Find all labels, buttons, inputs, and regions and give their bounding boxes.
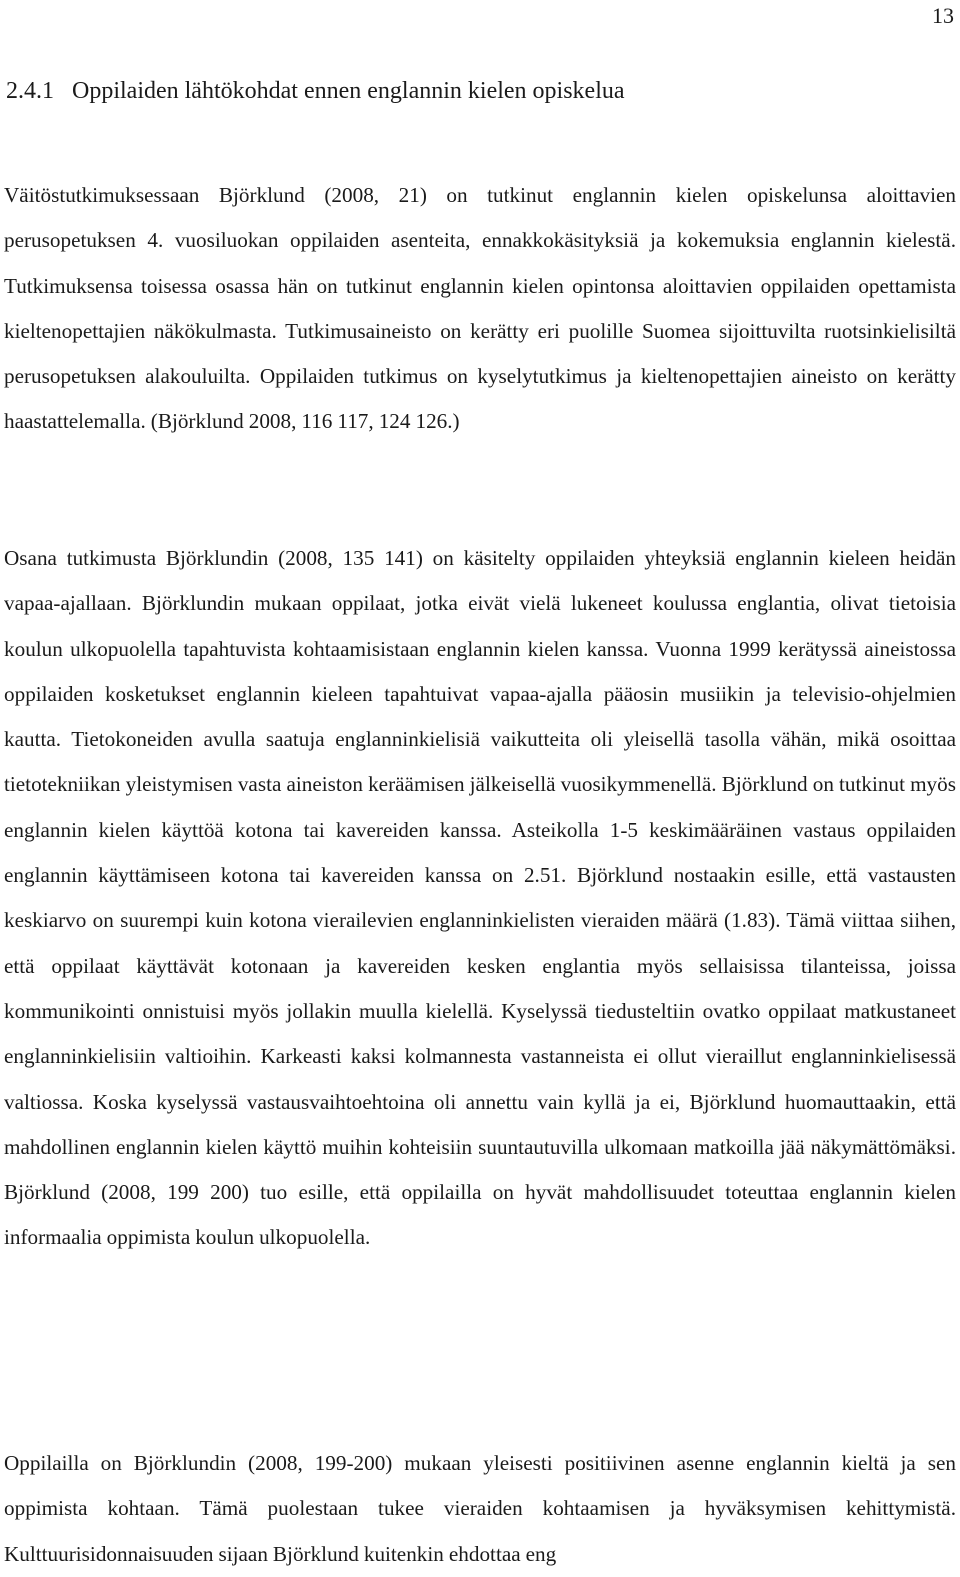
section-heading <box>6 76 625 106</box>
paragraph-2: Osana tutkimusta Björklundin (2008, 135 141) on käsitelty oppilaiden yhteyksiä englannin kieleen heidän vapaa-ajallaan. Björklundin mukaan oppilaat, jotka eivät vielä lukeneet koulussa englantia, olivat tietoisia koulun ulkopuolella tapahtuvista kohtaamisistaan englannin kielen kanssa. Vuonna 1999 kerätyssä aineistossa oppilaiden kosketukset englannin kieleen tapahtuivat vapaa-ajalla pääosin musiikin ja televisio-ohjelmien kautta. Tietokoneiden avulla saatuja englanninkielisiä vaikutteita oli yleisellä tasolla vähän, mikä osoittaa tietotekniikan yleistymisen vasta aineiston keräämisen jälkeisellä vuosikymmenellä. Björklund on tutkinut myös englannin kielen käyttöä kotona tai kavereiden kanssa. Asteikolla 1-5 keskimääräinen vastaus oppilaiden englannin käyttämiseen kotona tai kavereiden kanssa on 2.51. Björklund nostaakin esille, että vastausten keskiarvo on suurempi kuin kotona vierailevien englanninkielisten vieraiden määrä (1.83). Tämä viittaa siihen, että oppilaat käyttävät kotonaan ja kavereiden kesken englantia myös sellaisissa tilanteissa, joissa kommunikointi onnistuisi myös jollakin muulla kielellä. Kyselyssä tiedusteltiin ovatko oppilaat matkustaneet englanninkielisiin valtioihin. Karkeasti kaksi kolmannesta vastanneista ei ollut vieraillut englanninkielisessä valtiossa. Koska kyselyssä vastausvaihtoehtoina oli annettu vain kyllä ja ei, Björklund huomauttaakin, että mahdollinen englannin kielen käyttö muihin kohteisiin suuntautuvilla ulkomaan matkoilla jää näkymättömäksi. Björklund (2008, 199 200) tuo esille, että oppilailla on hyvät mahdollisuudet toteuttaa englannin kielen informaalia oppimista koulun ulkopuolella. <box>4 546 956 1250</box>
page-number: 13 <box>932 3 954 28</box>
section-number: 2.4.1 <box>6 78 54 104</box>
paragraph-1: Väitöstutkimuksessaan Björklund (2008, 21) on tutkinut englannin kielen opiskelunsa aloittavien perusopetuksen 4. vuosiluokan oppilaiden asenteita, ennakkokäsityksiä ja kokemuksia englannin kielestä. Tutkimuksensa toisessa osassa hän on tutkinut englannin kielen opintonsa aloittavien oppilaiden opettamista kieltenopettajien näkökulmasta. Tutkimusaineisto on kerätty eri puolille Suomea sijoittuvilta ruotsinkielisiltä perusopetuksen alakouluilta. Oppilaiden tutkimus on kyselytutkimus ja kieltenopettajien aineisto on kerätty haastattelemalla. (Björklund 2008, 116 117, 124 126.) <box>4 183 956 434</box>
section-title: Oppilaiden lähtökohdat ennen englannin kielen opiskelua <box>72 78 625 104</box>
paragraph-3: Oppilailla on Björklundin (2008, 199-200) mukaan yleisesti positiivinen asenne englannin kieltä ja sen oppimista kohtaan. Tämä puolestaan tukee vieraiden kohtaamisen ja hyväksymisen kehittymistä. Kulttuurisidonnaisuuden sijaan Björklund kuitenkin ehdottaa eng <box>4 1451 956 1566</box>
